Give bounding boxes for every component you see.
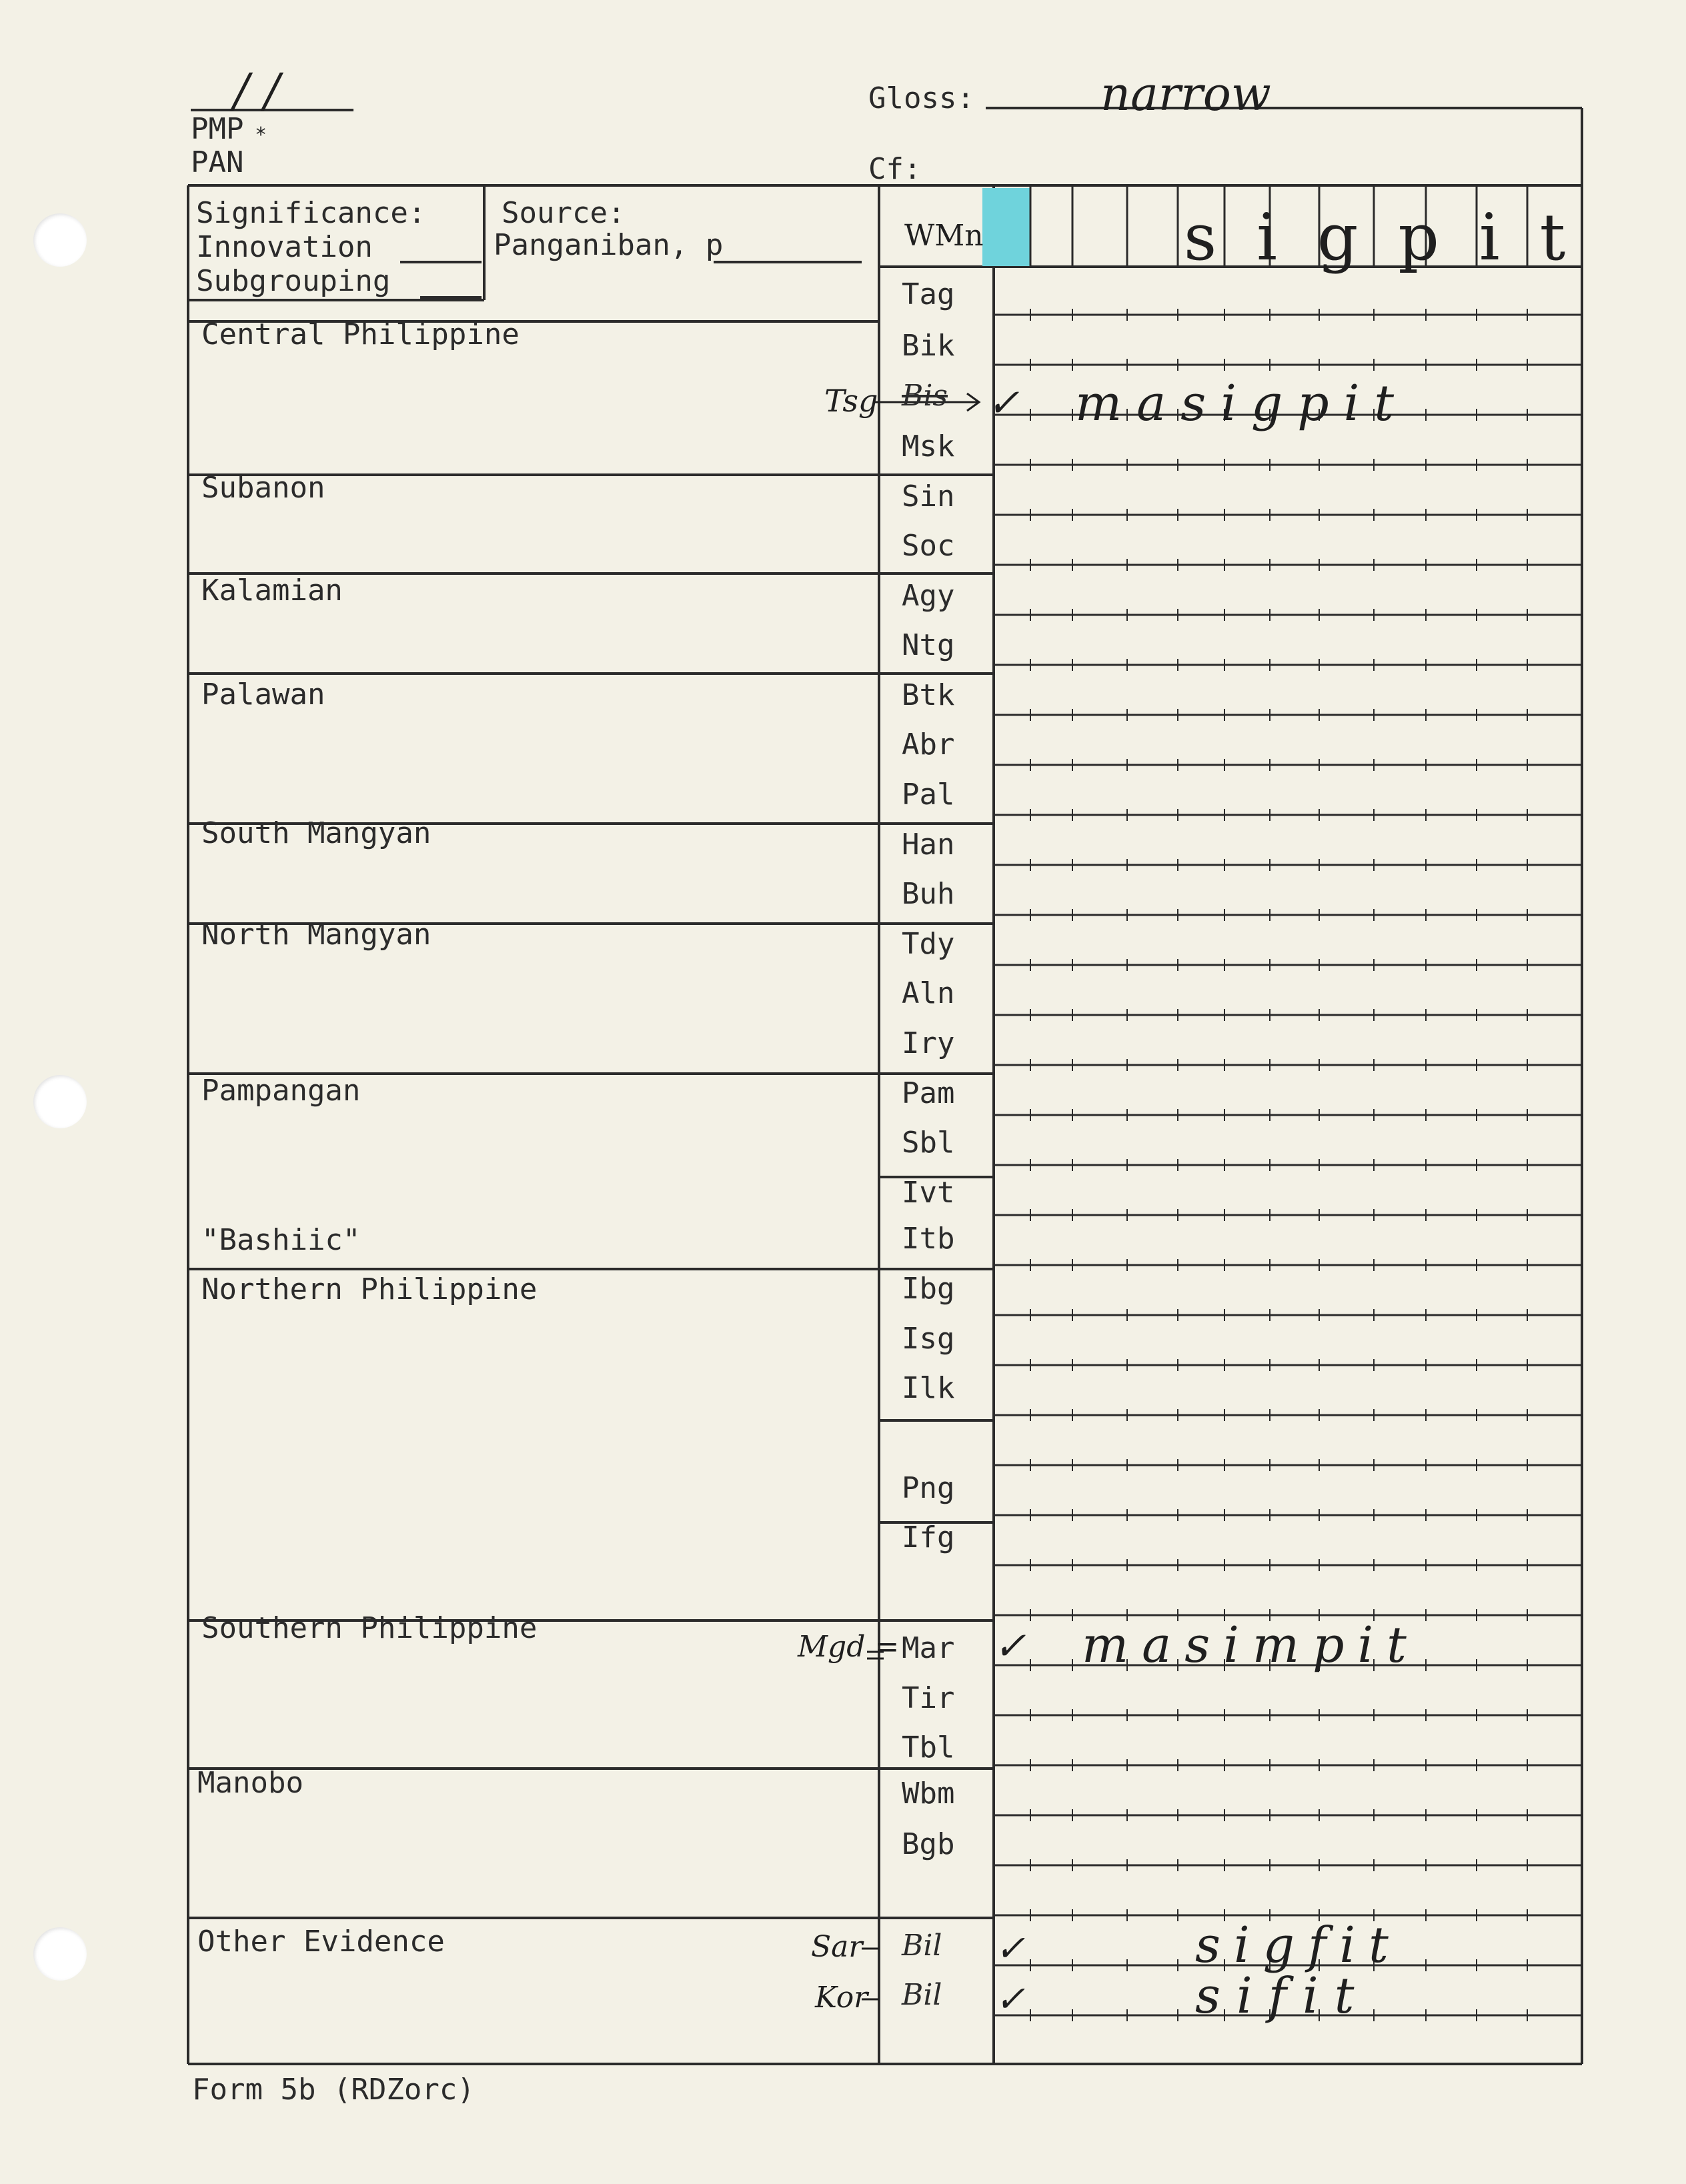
lang-label-png: Png: [902, 1471, 955, 1505]
kor-annotation: Kor: [815, 1981, 868, 2015]
group-label: Other Evidence: [197, 1925, 445, 1959]
lang-label-bil: Bil: [902, 1978, 942, 2012]
sar-check: ✓: [995, 1927, 1026, 1969]
mar-check: ✓: [994, 1623, 1026, 1669]
lang-label-tag: Tag: [902, 277, 955, 311]
group-label: Southern Philippine: [201, 1611, 538, 1645]
lang-label-itb: Itb: [902, 1222, 955, 1256]
lang-label-bik: Bik: [902, 329, 955, 363]
sar-form: sigfit: [1195, 1917, 1402, 1974]
pmp-label: PMP: [191, 112, 244, 146]
lang-label-sin: Sin: [902, 479, 955, 513]
lang-label-ivt: Ivt: [902, 1176, 955, 1210]
tsg-annotation: Tsg: [824, 383, 878, 419]
subgrouping-label: Subgrouping: [196, 264, 391, 298]
lang-label-tbl: Tbl: [902, 1731, 955, 1765]
lang-label-msk: Msk: [902, 429, 955, 463]
pan-label: PAN: [191, 145, 244, 179]
group-label: South Mangyan: [201, 816, 432, 850]
lang-label-pam: Pam: [902, 1076, 955, 1110]
lang-label-soc: Soc: [902, 529, 955, 563]
lang-label-ifg: Ifg: [902, 1520, 955, 1554]
group-label: Northern Philippine: [201, 1272, 538, 1306]
lang-label-bis: Bis: [902, 379, 948, 413]
gloss-value: narrow: [1100, 67, 1271, 121]
lang-label-buh: Buh: [902, 877, 955, 911]
lang-label-ilk: Ilk: [902, 1371, 955, 1405]
lang-label-wmn: WMn: [904, 219, 984, 253]
lang-label-aln: Aln: [902, 976, 955, 1010]
lang-label-abr: Abr: [902, 728, 955, 762]
kor-check: ✓: [995, 1978, 1026, 2020]
sar-annotation: Sar: [811, 1930, 863, 1964]
lang-label-tir: Tir: [902, 1681, 955, 1715]
lang-label-han: Han: [902, 828, 955, 862]
lang-label-sbl: Sbl: [902, 1126, 955, 1160]
source-value: Panganiban, p: [494, 228, 724, 262]
group-label: Subanon: [201, 471, 325, 505]
cf-label: Cf:: [868, 152, 922, 186]
group-label: Kalamian: [201, 574, 343, 608]
lang-label-wbm: Wbm: [902, 1777, 955, 1811]
lang-label-isg: Isg: [902, 1322, 955, 1356]
innovation-label: Innovation: [196, 230, 373, 264]
group-label: North Mangyan: [201, 918, 432, 952]
lang-label-tdy: Tdy: [902, 927, 955, 961]
lang-label-btk: Btk: [902, 678, 955, 712]
lang-label-pal: Pal: [902, 778, 955, 812]
lang-label-bil: Bil: [902, 1929, 942, 1963]
lang-label-mar: Mar: [902, 1631, 955, 1665]
bis-check: ✓: [987, 380, 1020, 425]
lang-label-ntg: Ntg: [902, 628, 955, 662]
lang-label-agy: Agy: [902, 579, 955, 613]
lang-label-bgb: Bgb: [902, 1827, 955, 1861]
gloss-label: Gloss:: [868, 81, 974, 115]
group-label: "Bashiic": [201, 1223, 361, 1257]
mgd-annotation: Mgd =: [798, 1630, 900, 1664]
form-label: Form 5b (RDZorc): [192, 2073, 475, 2107]
group-label: Pampangan: [201, 1074, 361, 1108]
pmp-star: *: [255, 123, 267, 147]
kor-form: sifit: [1195, 1967, 1371, 2025]
group-label: Central Philippine: [201, 317, 520, 351]
significance-title: Significance:: [196, 196, 426, 230]
mar-form: masimpit: [1082, 1616, 1420, 1674]
wmn-form: sigpit: [1184, 200, 1606, 275]
group-label: Manobo: [197, 1766, 303, 1800]
group-label: Palawan: [201, 678, 325, 712]
source-label: Source:: [502, 196, 626, 230]
lang-label-iry: Iry: [902, 1026, 955, 1060]
lang-label-ibg: Ibg: [902, 1272, 955, 1306]
bis-form: masigpit: [1075, 375, 1409, 432]
number-mark: / /: [233, 63, 280, 118]
